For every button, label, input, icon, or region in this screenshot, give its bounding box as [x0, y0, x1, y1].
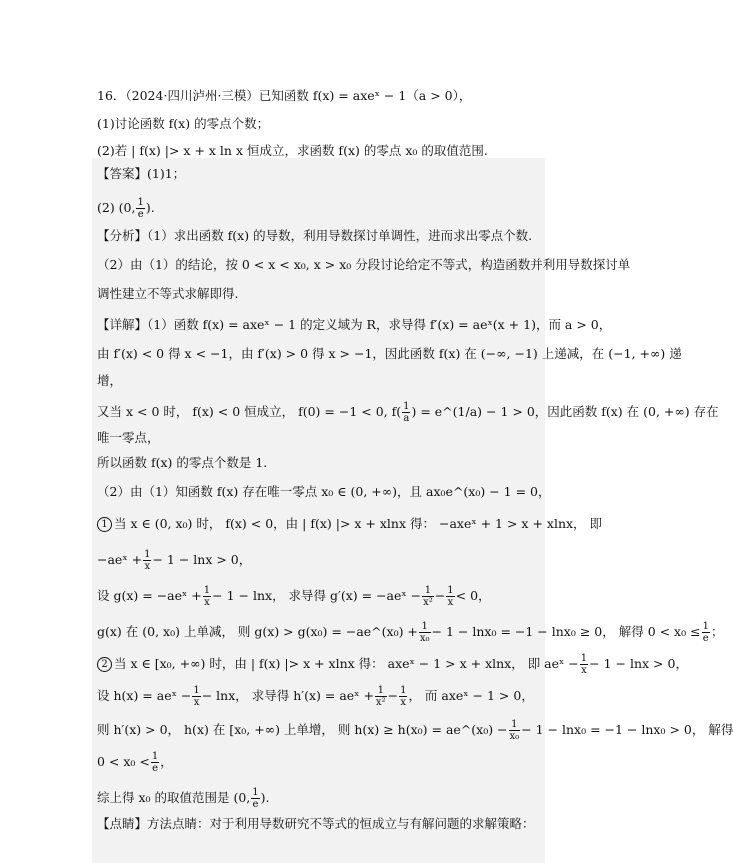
text-segment: −aeˣ +	[97, 552, 143, 567]
text-segment: 当 x ∈ (0, x₀) 时， f(x) < 0，由 | f(x) |> x + xlnx 得： −axeˣ + 1 > x + xlnx， 即	[114, 516, 603, 531]
fraction	[509, 719, 521, 742]
fraction-denominator: e	[702, 633, 709, 644]
fraction	[580, 653, 588, 676]
text-segment: − 1 − lnx， 求导得 g′(x) = −aeˣ −	[212, 588, 422, 603]
fraction-numerator: 1	[193, 685, 200, 696]
fraction-denominator: x	[400, 697, 407, 708]
fraction-denominator: x	[204, 597, 210, 608]
text-segment: − 1 − lnx > 0，	[152, 552, 252, 567]
text-segment: 当 x ∈ [x₀, +∞) 时，由 | f(x) |> x + xlnx 得： axeˣ − 1 > x + xlnx， 即 aeˣ −	[114, 656, 579, 671]
fraction-denominator: x₀	[509, 731, 520, 742]
fraction-numerator: 1	[144, 549, 151, 560]
solution-line	[97, 228, 532, 244]
solution-line	[97, 787, 270, 810]
fraction-denominator: x²	[375, 697, 386, 708]
text-segment: 又当 x < 0 时， f(x) < 0 恒成立， f(0) = −1 < 0, f(	[97, 404, 402, 419]
fraction-denominator: x²	[423, 597, 433, 608]
fraction-denominator: a	[403, 413, 410, 424]
fraction	[702, 621, 710, 644]
text-segment: 【分析】（1）求出函数 f(x) 的导数，利用导数探讨单调性，进而求出零点个数.	[97, 228, 533, 243]
fraction-denominator: x	[193, 697, 200, 708]
problem-header: 16．（2024·四川泸州·三模）已知函数 f(x) = axeˣ − 1（a > 0），	[97, 88, 472, 103]
text-segment: < 0，	[455, 588, 491, 603]
fraction	[203, 585, 211, 608]
fraction-denominator: x	[447, 597, 454, 608]
fraction-numerator: 1	[403, 401, 410, 412]
fraction	[402, 401, 410, 424]
fraction	[192, 685, 200, 708]
text-segment: −	[387, 688, 399, 703]
solution-line	[97, 373, 122, 389]
solution-line	[97, 621, 723, 644]
fraction-numerator: 1	[400, 685, 407, 696]
solution-line	[97, 346, 682, 362]
fraction	[399, 685, 407, 708]
solution-line	[97, 257, 630, 273]
text-segment: ， 而 axeˣ − 1 > 0，	[408, 688, 534, 703]
fraction	[143, 549, 151, 572]
fraction	[375, 685, 387, 708]
fraction-numerator: 1	[419, 621, 431, 633]
solution-line	[97, 317, 611, 333]
fraction-numerator: 1	[137, 197, 144, 208]
solution-line	[97, 719, 733, 742]
fraction-denominator: e	[252, 799, 259, 810]
fraction	[446, 585, 454, 608]
solution-line	[97, 653, 688, 676]
circled-number: 1	[97, 517, 112, 532]
solution-line	[97, 751, 173, 774]
text-segment: 设 h(x) = aeˣ −	[97, 688, 192, 703]
fraction	[422, 585, 434, 608]
text-segment: 唯一零点，	[97, 430, 160, 445]
text-segment: ).	[145, 200, 155, 215]
text-segment: 则 h′(x) > 0， h(x) 在 [x₀, +∞) 上单增， 则 h(x) ≥ h(x₀) = ae^(x₀) −	[97, 722, 508, 737]
solution-line	[97, 685, 534, 708]
solution-line	[97, 455, 267, 471]
solution-line	[97, 484, 550, 500]
circled-number: 2	[97, 657, 112, 672]
solution-line	[97, 197, 155, 220]
text-segment: （2）由（1）知函数 f(x) 存在唯一零点 x₀ ∈ (0, +∞)，且 ax₀e^(x₀) − 1 = 0，	[97, 484, 551, 499]
text-segment: − lnx， 求导得 h′(x) = aeˣ +	[201, 688, 374, 703]
text-segment: 【点睛】方法点睛：对于利用导数研究不等式的恒成立与有解问题的求解策略：	[97, 816, 535, 831]
problem-part-1: (1)讨论函数 f(x) 的零点个数；	[97, 116, 270, 131]
text-segment: 增，	[97, 373, 123, 388]
text-segment: − 1 − lnx₀ = −1 − lnx₀ > 0， 解得	[521, 722, 733, 737]
fraction-numerator: 1	[151, 751, 159, 762]
fraction-denominator: x	[581, 665, 587, 676]
text-segment: −	[434, 588, 446, 603]
solution-line	[97, 585, 491, 608]
solution-line	[97, 166, 185, 182]
fraction-numerator: 1	[447, 585, 454, 596]
fraction	[151, 751, 159, 774]
text-segment: g(x) 在 (0, x₀) 上单减， 则 g(x) > g(x₀) = −ae^(x₀) +	[97, 624, 418, 639]
solution-line	[97, 549, 251, 572]
text-segment: − 1 − lnx > 0，	[589, 656, 688, 671]
text-segment: 调性建立不等式求解即得.	[97, 286, 239, 301]
text-segment: 设 g(x) = −aeˣ +	[97, 588, 202, 603]
text-segment: ) = e^(1/a) − 1 > 0，因此函数 f(x) 在 (0, +∞) 存在	[411, 404, 719, 419]
fraction-numerator: 1	[580, 653, 588, 664]
text-segment: ；	[710, 624, 724, 639]
fraction-denominator: x₀	[419, 633, 430, 644]
solution-line	[97, 430, 160, 446]
solution-line	[97, 286, 238, 302]
fraction-numerator: 1	[252, 787, 259, 798]
fraction	[136, 197, 144, 220]
text-segment: 所以函数 f(x) 的零点个数是 1.	[97, 455, 268, 470]
fraction-numerator: 1	[702, 621, 709, 632]
text-segment: − 1 − lnx₀ = −1 − lnx₀ ≥ 0， 解得 0 < x₀ ≤	[431, 624, 701, 639]
text-segment: 由 f′(x) < 0 得 x < −1，由 f′(x) > 0 得 x > −1，因此函数 f(x) 在 (−∞, −1) 上递减，在 (−1, +∞) 递	[97, 346, 682, 361]
text-segment: （2）由（1）的结论，按 0 < x < x₀, x > x₀ 分段讨论给定不等式，构造函数并利用导数探讨单	[97, 257, 631, 272]
problem-part-2: (2)若 | f(x) |> x + x ln x 恒成立，求函数 f(x) 的零点 x₀ 的取值范围.	[97, 143, 488, 158]
fraction-numerator: 1	[375, 685, 387, 697]
text-segment: ，	[160, 754, 173, 769]
solution-line	[97, 816, 535, 832]
text-segment: 【答案】(1)1；	[97, 166, 186, 181]
fraction-numerator: 1	[203, 585, 211, 596]
text-segment: 综上得 x₀ 的取值范围是 (0,	[97, 790, 251, 805]
text-segment: 【详解】（1）函数 f(x) = axeˣ − 1 的定义域为 R，求导得 f′(x) = aeˣ(x + 1)，而 a > 0，	[97, 317, 612, 332]
fraction	[419, 621, 431, 644]
solution-line	[97, 401, 719, 424]
solution-line	[97, 516, 602, 532]
fraction-denominator: x	[144, 561, 151, 572]
text-segment: ).	[260, 790, 270, 805]
fraction-numerator: 1	[422, 585, 434, 597]
text-segment: (2) (0,	[97, 200, 136, 215]
fraction-denominator: e	[137, 209, 144, 220]
text-segment: 0 < x₀ <	[97, 754, 150, 769]
fraction-denominator: e	[152, 763, 159, 774]
fraction-numerator: 1	[509, 719, 521, 731]
fraction	[251, 787, 259, 810]
